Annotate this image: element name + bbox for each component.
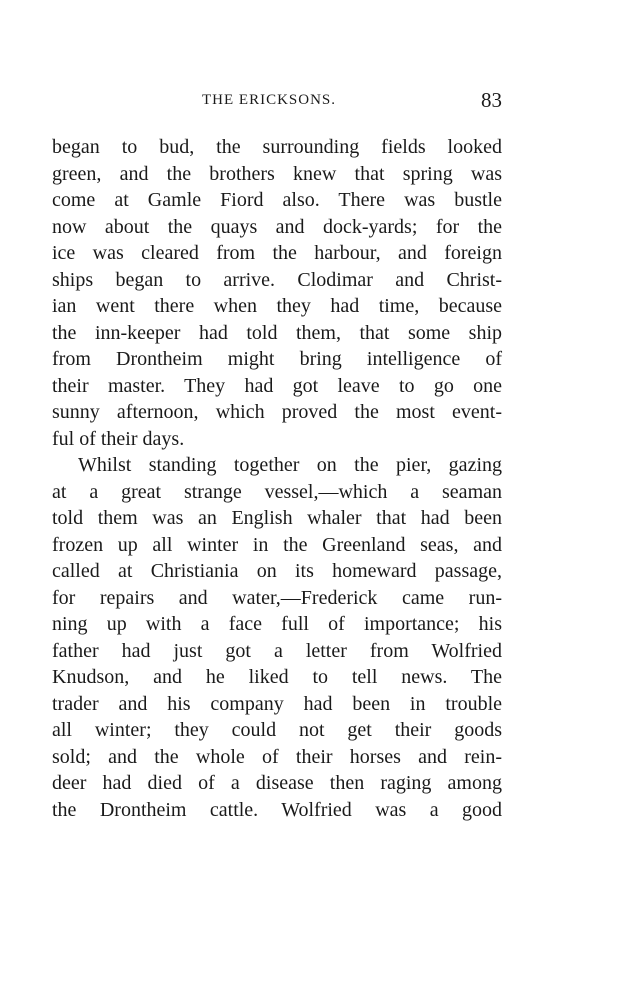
text-line: father had just got a letter from Wolfried (52, 639, 502, 662)
text-line: ice was cleared from the harbour, and foreign (52, 242, 502, 264)
text-line: sold; and the whole of their horses and rein- (52, 745, 502, 768)
text-line: now about the quays and dock-yards; for the (52, 215, 502, 238)
text-line: all winter; they could not get their goods (52, 719, 502, 741)
page-header (52, 88, 502, 118)
text-line: ful of their days. (52, 427, 185, 450)
text-line: sunny afternoon, which proved the most event- (52, 401, 502, 423)
running-head: THE ERICKSONS. (202, 92, 337, 108)
text-line: Knudson, and he liked to tell news. The (52, 666, 502, 688)
text-line: Whilst standing together on the pier, gazing (78, 454, 502, 476)
text-line: ian went there when they had time, because (52, 295, 502, 317)
text-line: ships began to arrive. Clodimar and Christ- (52, 268, 502, 291)
text-line: the Drontheim cattle. Wolfried was a good (52, 798, 502, 821)
page-number: 83 (481, 88, 502, 112)
paragraph (52, 452, 502, 823)
text-line: green, and the brothers knew that spring was (52, 162, 502, 185)
text-line: called at Christiania on its homeward passage, (52, 560, 502, 582)
text-line: at a great strange vessel,—which a seaman (52, 480, 502, 503)
text-line: from Drontheim might bring intelligence of (52, 348, 502, 370)
text-line: deer had died of a disease then raging among (52, 772, 502, 794)
text-line: for repairs and water,—Frederick came run- (52, 586, 502, 609)
text-line: frozen up all winter in the Greenland seas, and (52, 533, 502, 556)
text-line: the inn-keeper had told them, that some ship (52, 321, 502, 344)
text-line: their master. They had got leave to go one (52, 374, 502, 397)
body-text (52, 134, 502, 823)
paragraph (52, 134, 502, 452)
text-line: told them was an English whaler that had been (52, 507, 502, 529)
text-line: come at Gamle Fiord also. There was bustle (52, 189, 502, 211)
text-line: ning up with a face full of importance; his (52, 613, 502, 635)
text-line: began to bud, the surrounding fields looked (52, 136, 502, 158)
text-line: trader and his company had been in trouble (52, 692, 502, 715)
